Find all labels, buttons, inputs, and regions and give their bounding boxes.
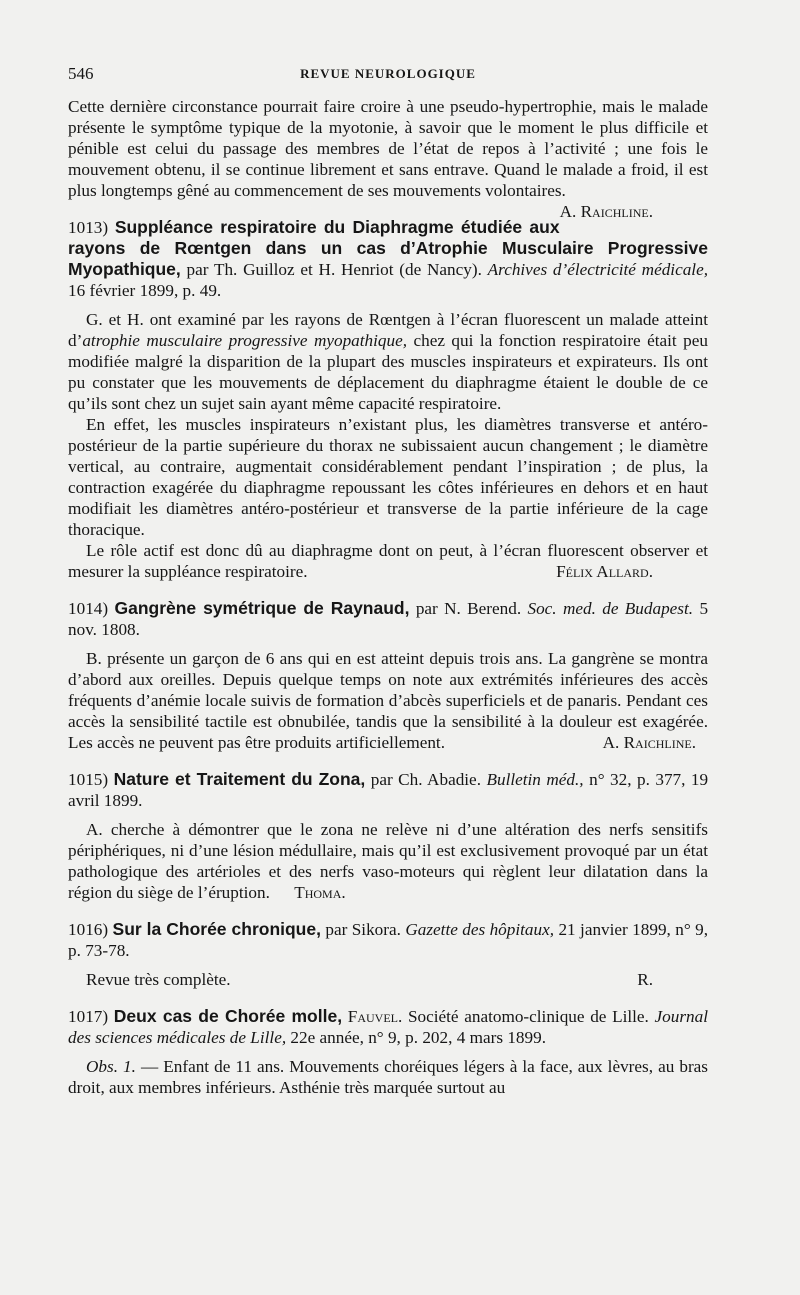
running-title: REVUE NEUROLOGIQUE <box>300 66 476 81</box>
observation-label: Obs. 1. <box>86 1057 136 1076</box>
article-1014-paragraph-1 <box>68 648 708 753</box>
article-1016 <box>68 919 708 990</box>
intro-paragraph <box>68 96 708 221</box>
article-journal: Journal des sciences médicales de Lille, <box>68 1007 709 1047</box>
article-number: 1016) <box>68 920 109 939</box>
article-title: Suppléance respiratoire du Diaphragme étudiée aux rayons de Rœntgen dans un cas d’Atrophie Musculaire Progressive Myopathique, <box>68 217 708 279</box>
article-1016-heading <box>68 919 708 961</box>
article-1017-paragraph-1 <box>68 1056 708 1098</box>
text-run-italic: atrophie musculaire progressive myopathique, <box>82 331 408 350</box>
article-authors: par N. Berend. <box>415 599 522 618</box>
article-journal: Gazette des hôpitaux, <box>405 920 555 939</box>
article-1017-heading <box>68 1006 708 1048</box>
article-1014 <box>68 598 708 753</box>
intro-text: Cette dernière circonstance pourrait faire croire à une pseudo-hypertrophie, mais le malade présente le symptôme typique de la myotonie, à savoir que le moment le plus difficile et pénible est celui du passage des membres de l’état de repos à l’activité ; une fois le mouvement obtenu, il se continue librement et sans entrave. Quand le malade a froid, il est plus longtemps gêné au commencement de ses mouvements volontaires. <box>68 97 708 200</box>
article-journal: Bulletin méd., <box>486 770 584 789</box>
article-1017 <box>68 1006 708 1098</box>
article-title: Gangrène symétrique de Raynaud, <box>114 598 410 618</box>
page-content <box>68 96 708 1098</box>
article-journal: Soc. med. de Budapest. <box>527 599 694 618</box>
article-1013 <box>68 217 708 582</box>
article-journal: Archives d’électricité médicale, <box>487 260 709 279</box>
article-1015-heading <box>68 769 708 811</box>
article-1016-signature: R. <box>637 970 653 989</box>
page-header <box>68 64 708 86</box>
article-1014-signature: A. Raichline. <box>602 733 696 752</box>
article-number: 1017) <box>68 1007 109 1026</box>
article-number: 1014) <box>68 599 109 618</box>
text-run: Le rôle actif est donc dû au diaphragme dont on peut, à l’écran fluorescent observer et mesurer la suppléance respiratoire. <box>68 541 708 581</box>
article-authors: par Sikora. <box>325 920 401 939</box>
article-number: 1013) <box>68 218 109 237</box>
article-authors: par Ch. Abadie. <box>370 770 481 789</box>
article-date: 5 nov. 1808. <box>68 599 709 639</box>
article-authors: par Th. Guilloz et H. Henriot (de Nancy). <box>186 260 482 279</box>
text-run: chez qui la fonction respiratoire était peu modifiée malgré la disparition de la plupart des muscles inspirateurs et expirateurs. Ils ont pu constater que les mouvements de déplacement du diaphragme étaient le double de ce qu’ils sont chez un sujet sain ayant même capacité respiratoire. <box>68 331 708 413</box>
article-authors: Fauvel. <box>347 1007 403 1026</box>
article-1014-heading <box>68 598 708 640</box>
article-title: Sur la Chorée chronique, <box>112 919 321 939</box>
article-title: Nature et Traitement du Zona, <box>113 769 366 789</box>
article-date: 16 février 1899, p. 49. <box>68 281 222 300</box>
article-1015-paragraph-1 <box>68 819 708 903</box>
article-1013-paragraph-1 <box>68 309 708 414</box>
article-date: 21 janvier 1899, n° 9, p. 73-78. <box>68 920 709 960</box>
article-1013-paragraph-3 <box>68 540 708 582</box>
text-run: B. présente un garçon de 6 ans qui en est atteint depuis trois ans. La gangrène se montra d’abord aux oreilles. Depuis quelque temps on note aux extrémités inférieures des accès fréquents d’anémie locale suivis de formation d’abcès superficiels et de panaris. Pendant ces accès la sensibilité tactile est obnubilée, tandis que la sensibilité à la douleur est exagérée. Les accès ne peuvent pas être produits artificiellement. <box>68 649 708 752</box>
article-1015 <box>68 769 708 903</box>
intro-signature: A. Raichline. <box>559 202 653 221</box>
article-1016-paragraph-1 <box>68 969 708 990</box>
article-date: 22e année, n° 9, p. 202, 4 mars 1899. <box>290 1028 546 1047</box>
article-society: Société anatomo-clinique de Lille. <box>407 1007 649 1026</box>
article-title: Deux cas de Chorée molle, <box>113 1006 343 1026</box>
text-run: Revue très complète. <box>86 970 231 989</box>
article-1013-paragraph-2: En effet, les muscles inspirateurs n’existant plus, les diamètres transverse et antéro-postérieur de la partie supérieure du thorax ne subissaient aucun changement ; le diamètre vertical, au contraire, augmentait considérablement pendant l’inspiration ; de plus, la contraction exagérée du diaphragme repoussant les côtes inférieures en dehors et en haut modifiait les diamètres antéro-postérieur et transverse de la partie inférieure de la cage thoracique. <box>68 415 708 539</box>
article-1013-heading <box>68 217 708 301</box>
text-run: A. cherche à démontrer que le zona ne relève ni d’une altération des nerfs sensitifs périphériques, ni d’une lésion médullaire, mais qu’il est exclusivement provoqué par un état pathologique des artérioles et des nerfs vaso-moteurs qui règlent leur dilatation dans la région du siège de l’éruption. <box>68 820 708 902</box>
article-number: 1015) <box>68 770 109 789</box>
article-date: n° 32, p. 377, 19 avril 1899. <box>68 770 709 810</box>
article-1013-signature: Félix Allard. <box>556 562 653 581</box>
text-run: G. et H. ont examiné par les rayons de Rœntgen à l’écran fluorescent un malade atteint d’ <box>68 310 708 350</box>
text-run: — Enfant de 11 ans. Mouvements choréiques légers à la face, aux lèvres, au bras droit, aux membres inférieurs. Asthénie très marquée surtout au <box>68 1057 708 1097</box>
article-1015-signature: Thoma. <box>294 883 346 902</box>
page-number: 546 <box>68 64 94 83</box>
